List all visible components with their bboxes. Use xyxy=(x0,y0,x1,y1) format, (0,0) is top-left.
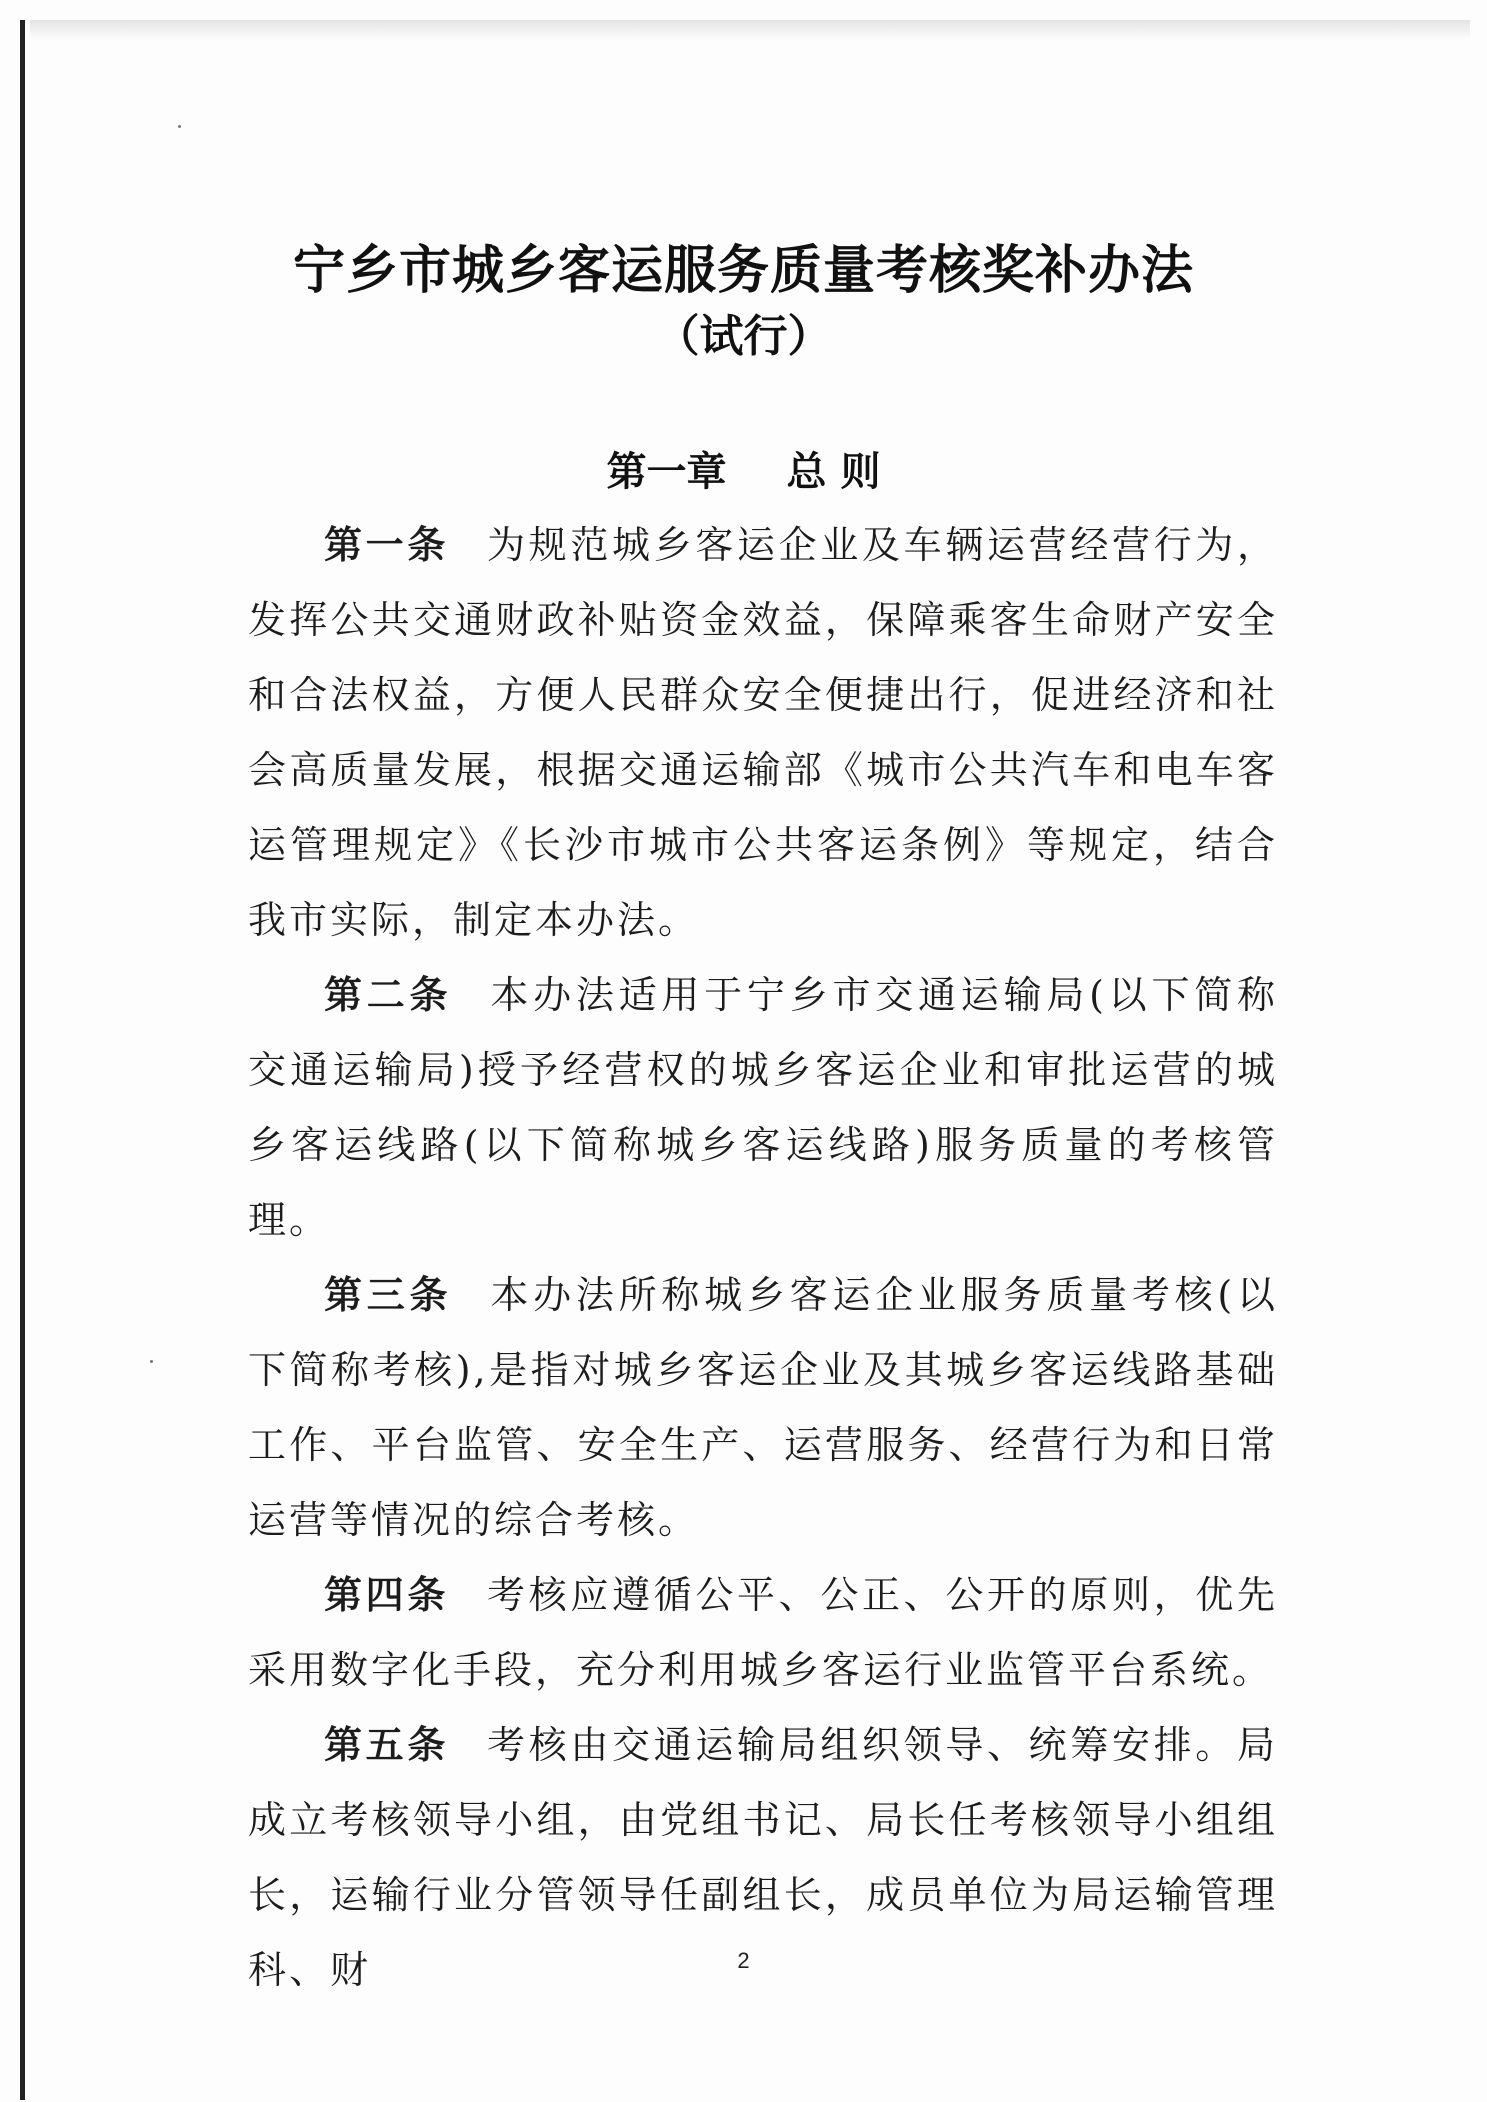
article-text: 本办法所称城乡客运企业服务质量考核(以下简称考核),是指对城乡客运企业及其城乡客运线路基础工作、平台监管、安全生产、运营服务、经营行为和日常运营等情况的综合考核。 xyxy=(248,1273,1278,1542)
article-text: 考核应遵循公平、公正、公开的原则，优先采用数字化手段，充分利用城乡客运行业监管平台系统。 xyxy=(248,1573,1278,1692)
page-number: 2 xyxy=(737,1948,750,1973)
chapter-name: 总 则 xyxy=(786,449,881,495)
article-label: 第五条 xyxy=(324,1723,449,1767)
scan-speck xyxy=(178,125,181,128)
article-text: 为规范城乡客运企业及车辆运营经营行为，发挥公共交通财政补贴资金效益，保障乘客生命财产安全和合法权益，方便人民群众安全便捷出行，促进经济和社会高质量发展，根据交通运输部《城市公共汽车和电车客运管理规定》《长沙市城市公共客运条例》等规定，结合我市实际，制定本办法。 xyxy=(248,523,1278,942)
scan-top-shadow xyxy=(30,20,1470,40)
document-subtitle: （试行） xyxy=(655,311,832,362)
article-label: 第四条 xyxy=(324,1573,449,1617)
chapter-heading xyxy=(0,440,1487,497)
document-body xyxy=(248,508,1278,2008)
article-3 xyxy=(248,1258,1278,1558)
document-title: 宁乡市城乡客运服务质量考核奖补办法 xyxy=(292,241,1194,301)
chapter-number: 第一章 xyxy=(606,449,727,495)
scan-speck xyxy=(150,1360,153,1363)
article-1 xyxy=(248,508,1278,958)
article-text: 考核由交通运输局组织领导、统筹安排。局成立考核领导小组，由党组书记、局长任考核领导小组组长，运输行业分管领导任副组长，成员单位为局运输管理科、财 xyxy=(248,1723,1278,1992)
article-label: 第二条 xyxy=(324,973,453,1017)
article-label: 第一条 xyxy=(324,523,449,567)
article-2 xyxy=(248,958,1278,1258)
article-label: 第三条 xyxy=(324,1273,453,1317)
article-4 xyxy=(248,1558,1278,1708)
article-text: 本办法适用于宁乡市交通运输局(以下简称交通运输局)授予经营权的城乡客运企业和审批运营的城乡客运线路(以下简称城乡客运线路)服务质量的考核管理。 xyxy=(248,973,1278,1242)
